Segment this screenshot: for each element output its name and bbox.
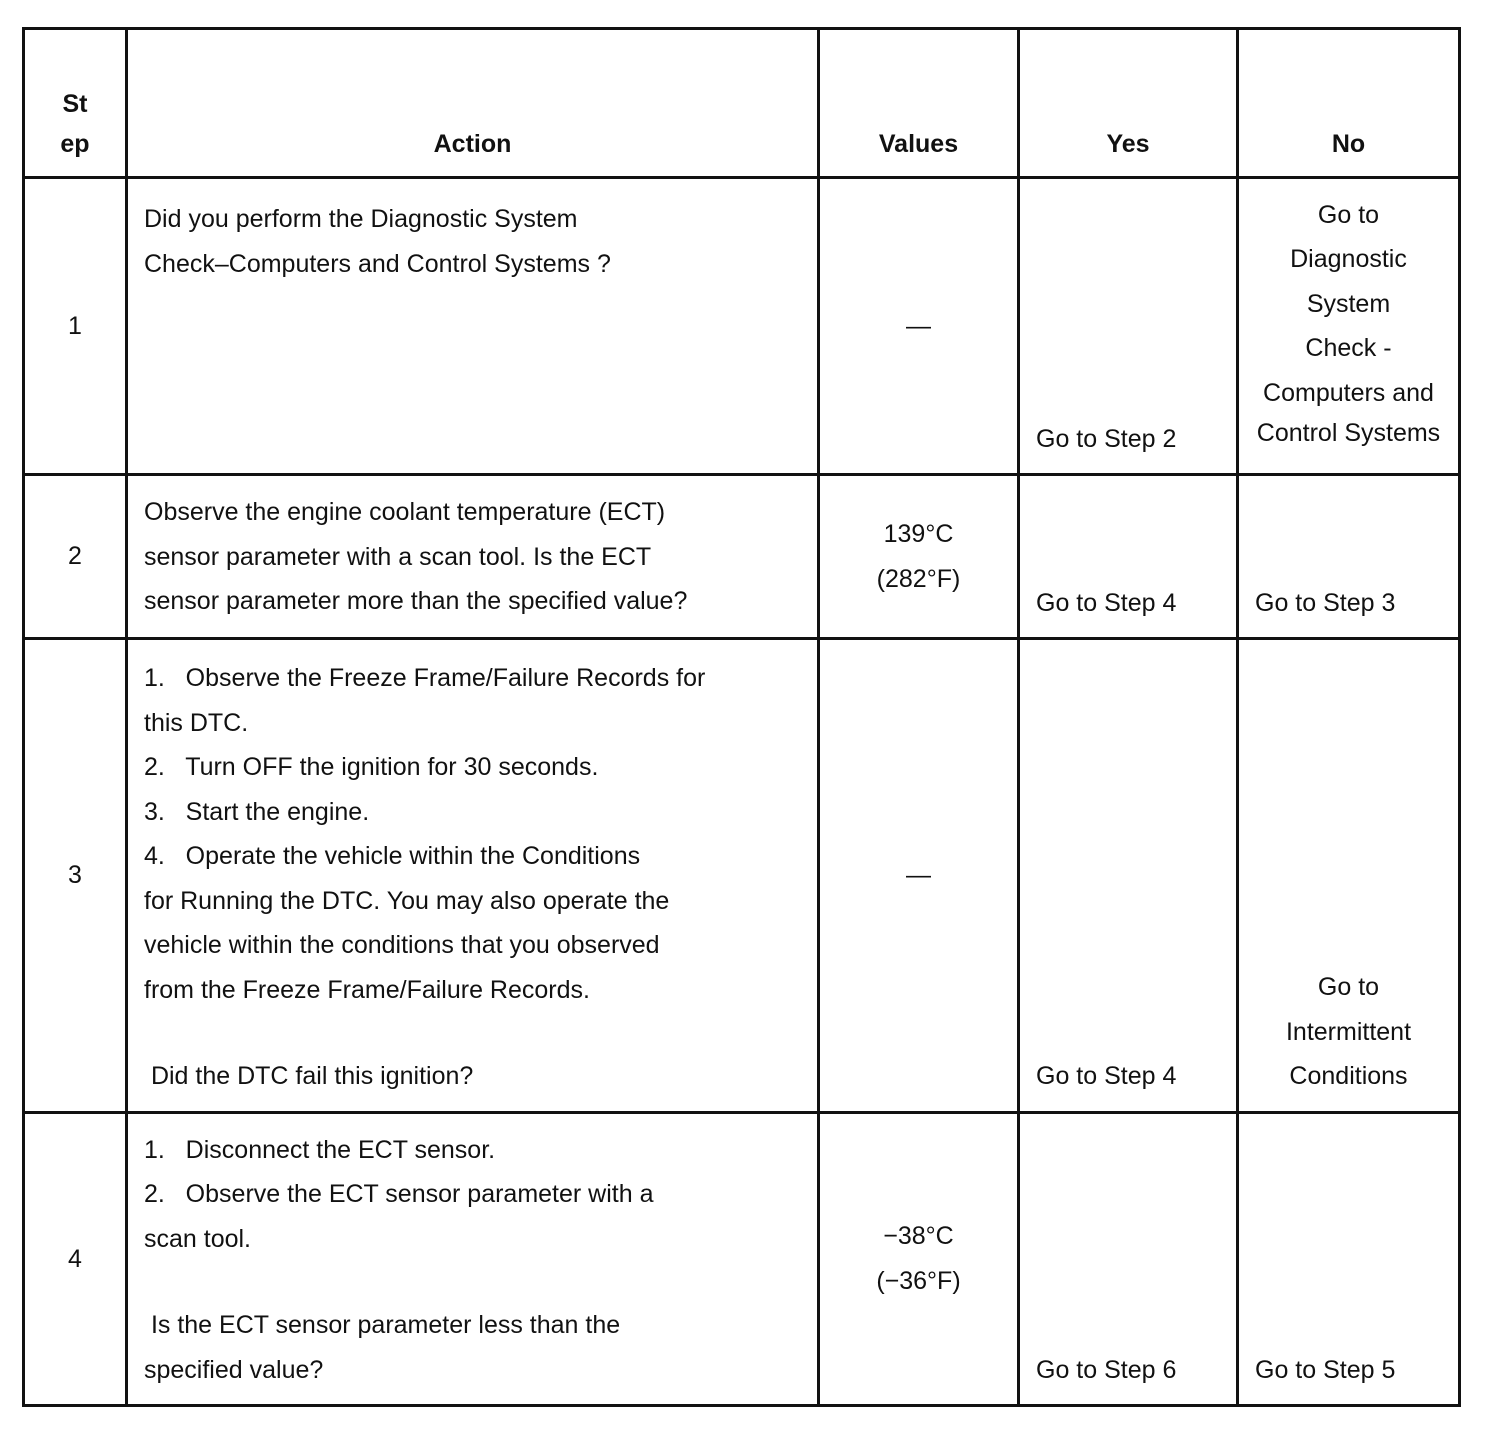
no-line[interactable]: Control Systems xyxy=(1256,419,1441,447)
table-row xyxy=(24,639,1460,1113)
action-line: from the Freeze Frame/Failure Records. xyxy=(144,975,590,1004)
table-row xyxy=(24,475,1460,639)
action-cell xyxy=(127,639,819,1113)
no-link[interactable]: Go to Step 5 xyxy=(1255,1355,1396,1384)
value-line: (282°F) xyxy=(876,564,961,593)
action-cell xyxy=(127,475,819,639)
action-question: Is the ECT sensor parameter less than the xyxy=(144,1311,621,1339)
no-line[interactable]: Computers and xyxy=(1263,378,1434,407)
values-cell xyxy=(819,178,1019,475)
table-row xyxy=(24,1112,1460,1406)
action-line: for Running the DTC. You may also operate the xyxy=(144,886,670,915)
no-cell xyxy=(1238,639,1460,1113)
no-line[interactable]: Check - xyxy=(1305,334,1392,362)
table-row xyxy=(24,178,1460,475)
yes-link[interactable]: Go to Step 6 xyxy=(1036,1355,1177,1384)
action-line: sensor parameter more than the specified value? xyxy=(144,587,688,615)
yes-link[interactable]: Go to Step 4 xyxy=(1036,1062,1177,1090)
header-action: Action xyxy=(127,29,819,178)
no-cell xyxy=(1238,475,1460,639)
header-row xyxy=(24,29,1460,178)
value-line: 139°C xyxy=(883,520,954,548)
action-line: Check–Computers and Control Systems ? xyxy=(144,249,611,278)
action-line: scan tool. xyxy=(144,1224,252,1253)
no-link[interactable]: Go to Step 3 xyxy=(1255,588,1396,617)
action-line: vehicle within the conditions that you observed xyxy=(144,931,660,959)
action-line: 1. Observe the Freeze Frame/Failure Records for xyxy=(144,664,706,692)
step-number: 3 xyxy=(24,639,127,1113)
action-question: Did the DTC fail this ignition? xyxy=(144,1062,474,1090)
action-line: 4. Operate the vehicle within the Conditions xyxy=(144,842,641,870)
no-line[interactable]: Go to xyxy=(1317,973,1380,1001)
action-question: specified value? xyxy=(144,1355,324,1384)
action-line: 1. Disconnect the ECT sensor. xyxy=(144,1135,496,1164)
no-cell xyxy=(1238,178,1460,475)
action-cell xyxy=(127,1112,819,1406)
action-line: Observe the engine coolant temperature (ECT) xyxy=(144,498,666,526)
yes-cell xyxy=(1019,475,1238,639)
yes-cell xyxy=(1019,1112,1238,1406)
values-cell xyxy=(819,639,1019,1113)
action-line: 3. Start the engine. xyxy=(144,797,370,826)
step-number: 1 xyxy=(24,178,127,475)
value-line: −38°C xyxy=(883,1222,954,1251)
yes-cell xyxy=(1019,639,1238,1113)
no-line[interactable]: System xyxy=(1306,289,1391,318)
action-line: 2. Turn OFF the ignition for 30 seconds. xyxy=(144,753,599,781)
header-values: Values xyxy=(819,29,1019,178)
action-cell xyxy=(127,178,819,475)
no-line[interactable]: Diagnostic xyxy=(1290,245,1407,273)
header-step: St ep xyxy=(24,29,127,178)
value-line: (−36°F) xyxy=(876,1266,961,1295)
action-line: 2. Observe the ECT sensor parameter with a xyxy=(144,1180,654,1208)
values-cell xyxy=(819,1112,1019,1406)
action-line: sensor parameter with a scan tool. Is the ECT xyxy=(144,542,652,571)
no-line[interactable]: Conditions xyxy=(1289,1062,1408,1090)
yes-link[interactable]: Go to Step 4 xyxy=(1036,588,1177,617)
step-number: 2 xyxy=(24,475,127,639)
header-no: No xyxy=(1238,29,1460,178)
yes-cell xyxy=(1019,178,1238,475)
values-cell xyxy=(819,475,1019,639)
no-line[interactable]: Intermittent xyxy=(1285,1017,1412,1046)
value-line: — xyxy=(906,311,931,340)
action-line: Did you perform the Diagnostic System xyxy=(144,205,578,233)
value-line: — xyxy=(906,861,931,889)
yes-link[interactable]: Go to Step 2 xyxy=(1036,424,1177,453)
diagnostic-table xyxy=(22,27,1461,1407)
header-yes: Yes xyxy=(1019,29,1238,178)
no-cell xyxy=(1238,1112,1460,1406)
step-number: 4 xyxy=(24,1112,127,1406)
no-line[interactable]: Go to xyxy=(1317,200,1380,229)
action-line: this DTC. xyxy=(144,708,249,737)
